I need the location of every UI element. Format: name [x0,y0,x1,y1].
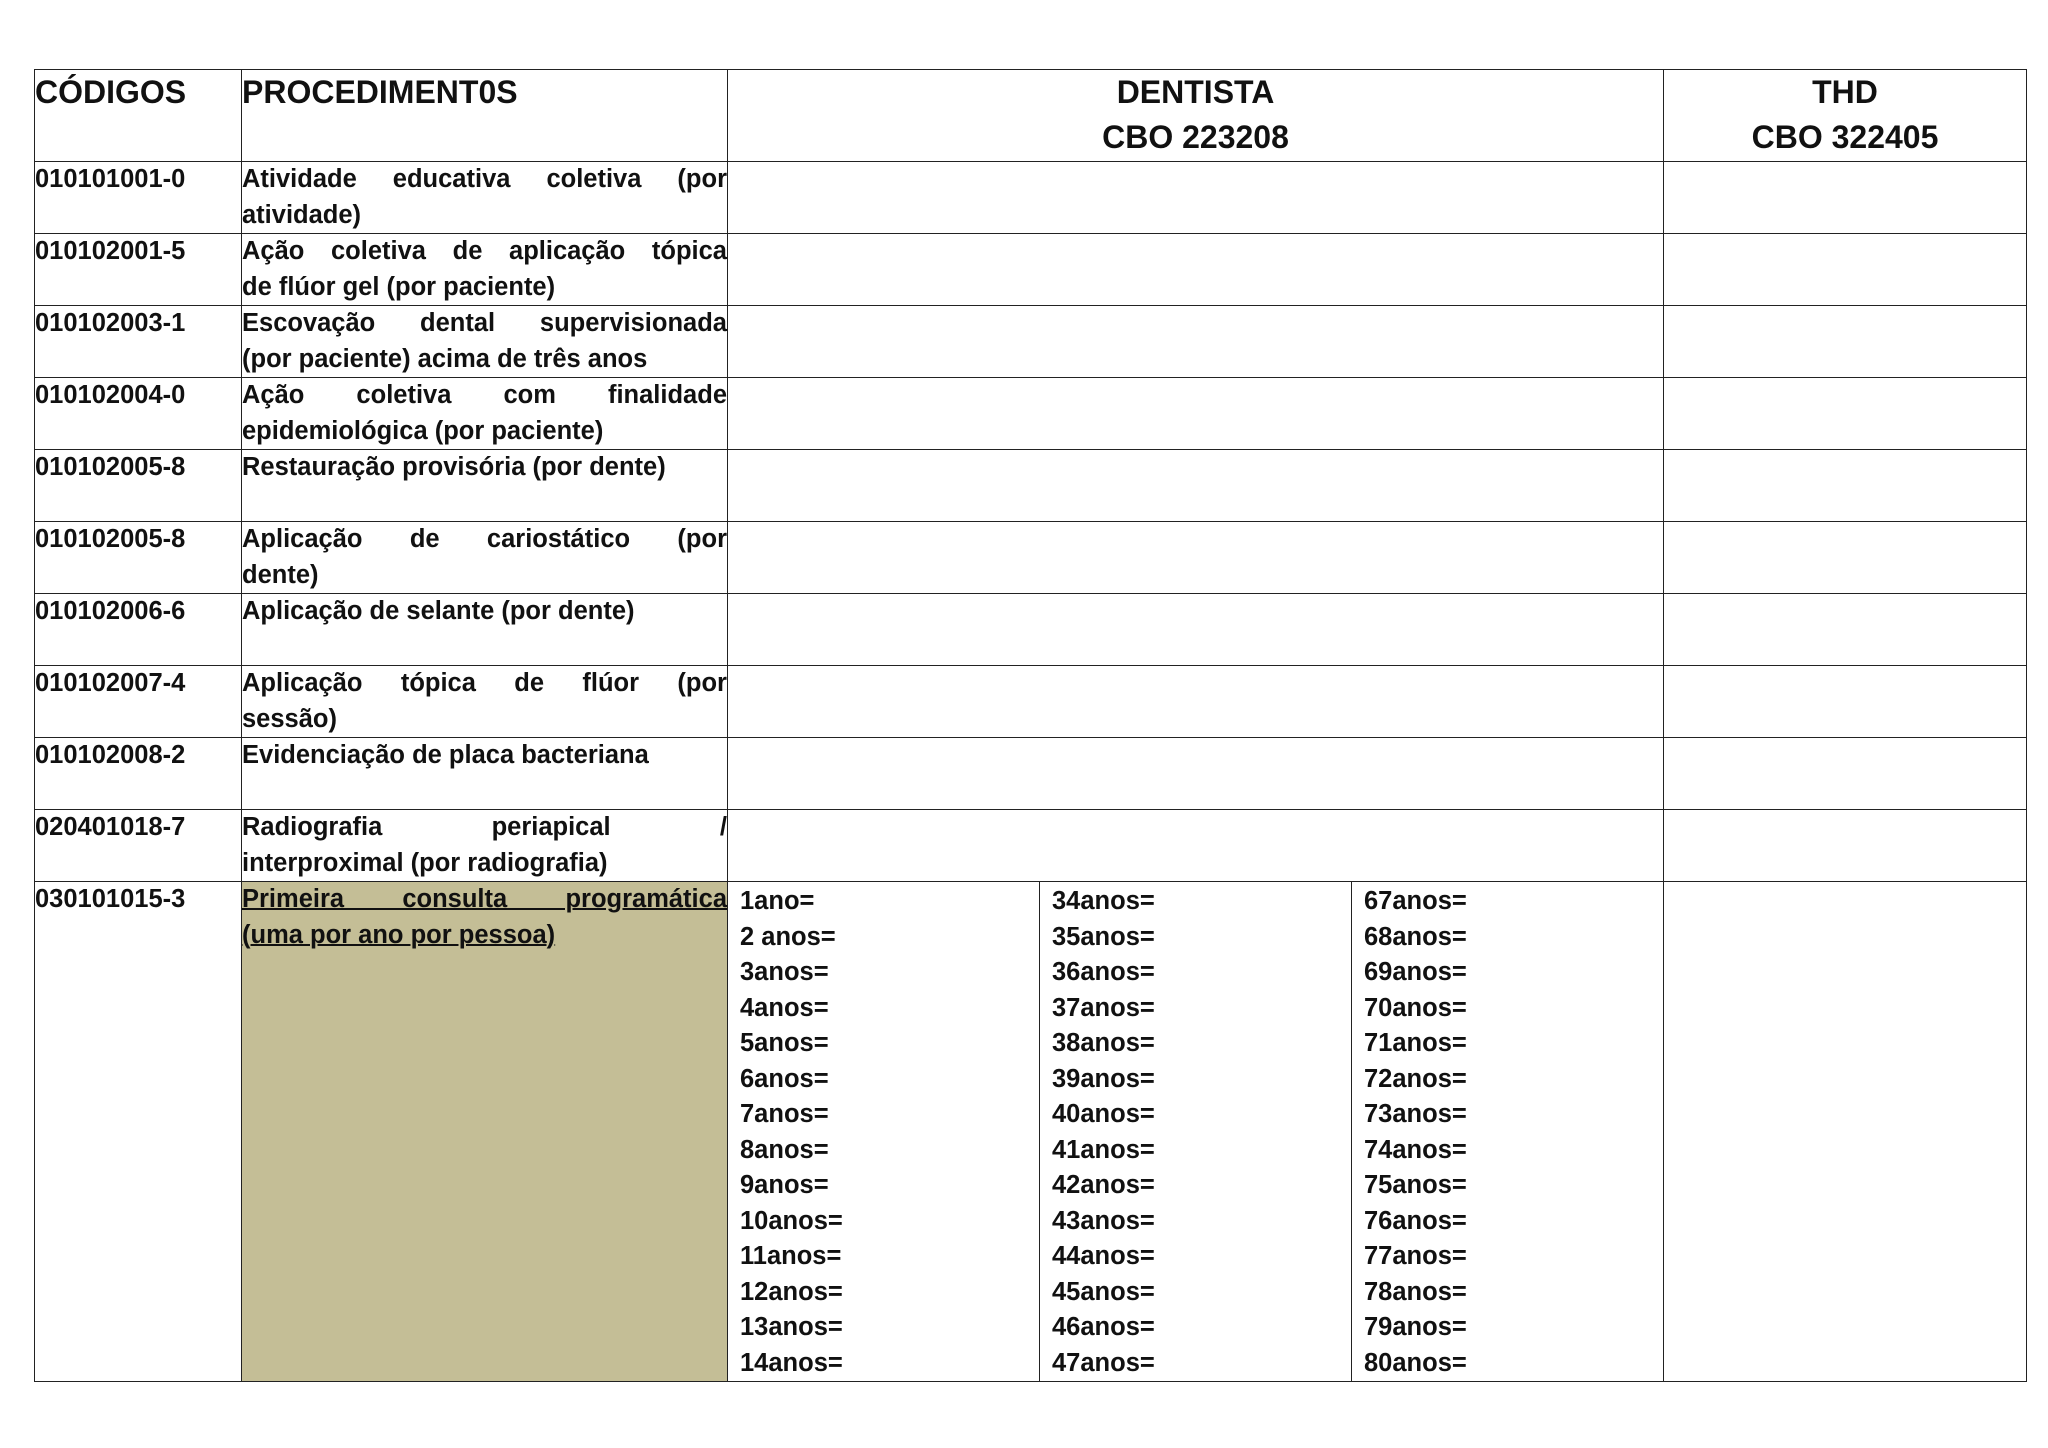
dentist-cell [728,306,1664,378]
age-entry: 46anos= [1052,1313,1155,1341]
age-entry: 70anos= [1364,993,1467,1022]
procedures-table [34,69,2027,1382]
age-entry: 45anos= [1052,1277,1155,1306]
thd-cell [1664,666,2027,738]
procedure-cell [242,234,728,306]
table-row [35,738,2027,810]
table-row [35,810,2027,882]
procedure-cell [242,162,728,234]
procedure-line-1: Primeira consulta programática [242,885,727,913]
dentist-cell [728,666,1664,738]
age-entry: 38anos= [1052,1029,1155,1057]
procedure-line-1: Aplicação tópica de flúor (por [242,669,727,697]
age-entry: 78anos= [1364,1277,1467,1306]
dentist-cell [728,378,1664,450]
age-entry: 13anos= [740,1313,843,1341]
age-entry: 40anos= [1052,1100,1155,1128]
code-cell: 010102003-1 [35,306,242,378]
procedure-line-2: (por paciente) acima de três anos [242,344,648,373]
age-entry: 34anos= [1052,887,1155,915]
header-codes: CÓDIGOS [35,70,242,162]
table-row [35,450,2027,522]
procedure-line-1: Evidenciação de placa bacteriana [242,741,649,769]
procedure-cell [242,378,728,450]
age-entry: 68anos= [1364,922,1467,951]
age-entry: 69anos= [1364,958,1467,986]
procedure-line-2: dente) [242,560,319,589]
header-thd-title: THD [1812,74,1878,110]
age-entry: 3anos= [740,958,829,986]
age-entry: 76anos= [1364,1206,1467,1235]
code-cell: 010102007-4 [35,666,242,738]
code-cell: 010102006-6 [35,594,242,666]
dentist-ages-cell [728,882,1664,1382]
thd-cell [1664,306,2027,378]
thd-cell [1664,594,2027,666]
code-cell: 010102008-2 [35,738,242,810]
procedure-line-2: (uma por ano por pessoa) [242,920,556,949]
thd-cell [1664,522,2027,594]
procedure-line-1: Ação coletiva de aplicação tópica [242,237,727,265]
code-cell: 010102001-5 [35,234,242,306]
procedure-cell [242,810,728,882]
ages-column-2 [1040,882,1352,1381]
table-body [35,162,2027,1382]
age-entry: 44anos= [1052,1242,1155,1270]
procedure-line-1: Escovação dental supervisionada [242,309,727,337]
procedure-line-1: Atividade educativa coletiva (por [242,165,727,193]
code-cell: 010102005-8 [35,450,242,522]
procedure-line-2: sessão) [242,704,337,733]
header-dentist [728,70,1664,162]
header-row [35,70,2027,162]
thd-cell [1664,234,2027,306]
code-cell: 010102005-8 [35,522,242,594]
table-row [35,234,2027,306]
procedure-line-2: atividade) [242,200,362,229]
dentist-cell [728,162,1664,234]
age-entry: 9anos= [740,1171,829,1199]
age-entry: 74anos= [1364,1135,1467,1164]
age-entry: 11anos= [740,1242,842,1270]
header-procedures: PROCEDIMENT0S [242,70,728,162]
procedure-cell [242,450,728,522]
dentist-cell [728,738,1664,810]
procedure-line-1: Radiografia periapical / [242,813,727,841]
age-entry: 37anos= [1052,993,1155,1022]
dentist-cell [728,594,1664,666]
code-cell: 010101001-0 [35,162,242,234]
table-row [35,522,2027,594]
dentist-cell [728,450,1664,522]
thd-cell [1664,378,2027,450]
age-entry: 72anos= [1364,1064,1467,1093]
age-entry: 67anos= [1364,887,1467,915]
age-entry: 80anos= [1364,1348,1467,1377]
header-dentist-title: DENTISTA [1116,74,1275,110]
table-row [35,594,2027,666]
procedure-cell [242,738,728,810]
ages-column-3 [1352,882,1663,1381]
header-thd [1664,70,2027,162]
thd-cell [1664,162,2027,234]
age-entry: 42anos= [1052,1171,1155,1199]
age-entry: 8anos= [740,1135,829,1164]
procedure-line-1: Aplicação de selante (por dente) [242,597,635,625]
procedure-line-1: Aplicação de cariostático (por [242,525,727,553]
procedure-cell-highlighted [242,882,728,1382]
table-row [35,306,2027,378]
procedure-line-2: epidemiológica (por paciente) [242,416,604,445]
age-entry: 36anos= [1052,958,1155,986]
thd-cell [1664,810,2027,882]
procedure-cell [242,594,728,666]
age-entry: 77anos= [1364,1242,1467,1270]
age-entry: 4anos= [740,993,829,1022]
table-row [35,162,2027,234]
procedure-line-1: Ação coletiva com finalidade [242,381,727,409]
code-cell: 030101015-3 [35,882,242,1382]
thd-cell [1664,882,2027,1382]
age-entry: 47anos= [1052,1348,1155,1377]
table-row [35,666,2027,738]
procedure-cell [242,522,728,594]
procedure-line-2: interproximal (por radiografia) [242,848,608,877]
age-entry: 73anos= [1364,1100,1467,1128]
age-entry: 71anos= [1364,1029,1467,1057]
age-entry: 10anos= [740,1206,843,1235]
code-cell: 020401018-7 [35,810,242,882]
dentist-cell [728,810,1664,882]
age-entry: 35anos= [1052,922,1155,951]
age-entry: 14anos= [740,1348,843,1377]
age-entry: 75anos= [1364,1171,1467,1199]
code-cell: 010102004-0 [35,378,242,450]
age-entry: 5anos= [740,1029,829,1057]
dentist-cell [728,522,1664,594]
header-dentist-cbo: CBO 223208 [1102,119,1289,155]
thd-cell [1664,450,2027,522]
age-entry: 79anos= [1364,1313,1467,1341]
ages-column-1 [728,882,1040,1381]
table-row [35,378,2027,450]
age-entry: 12anos= [740,1277,843,1306]
age-entry: 2 anos= [740,922,836,951]
age-entry: 6anos= [740,1064,829,1093]
thd-cell [1664,738,2027,810]
procedure-line-1: Restauração provisória (por dente) [242,453,666,481]
procedure-line-2: de flúor gel (por paciente) [242,272,556,301]
age-entry: 43anos= [1052,1206,1155,1235]
age-entry: 39anos= [1052,1064,1155,1093]
procedure-cell [242,666,728,738]
header-thd-cbo: CBO 322405 [1751,119,1939,155]
dentist-cell [728,234,1664,306]
age-entry: 41anos= [1052,1135,1155,1164]
age-entry: 7anos= [740,1100,829,1128]
procedure-cell [242,306,728,378]
age-entry: 1ano= [740,887,815,915]
table-row-first-consultation [35,882,2027,1382]
